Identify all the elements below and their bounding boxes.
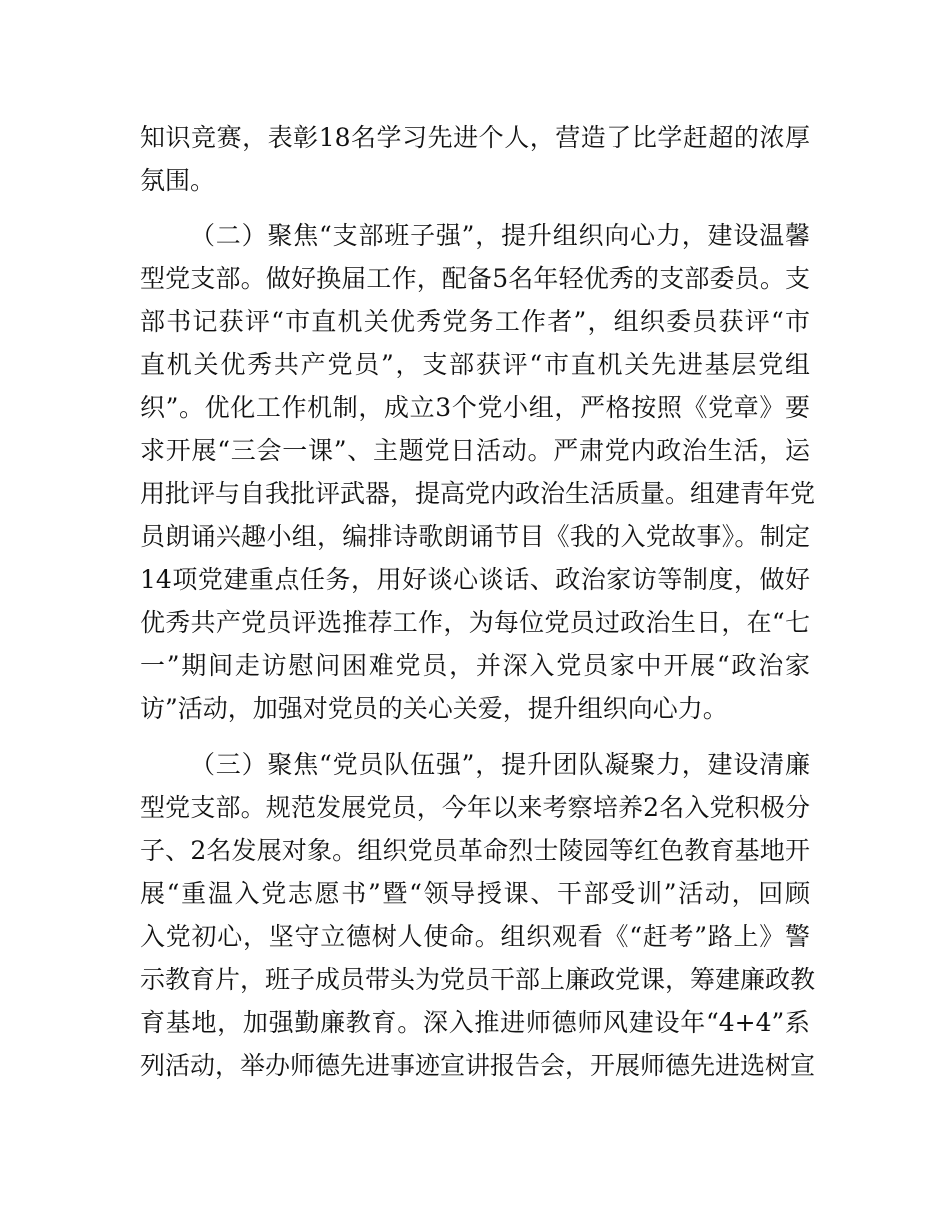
paragraph-line: 育基地，加强勤廉教育。深入推进师德师风建设年“4+4”系 [140,1008,810,1037]
paragraph-line: 一”期间走访慰问困难党员，并深入党员家中开展“政治家 [140,651,810,680]
paragraph-line: 示教育片，班子成员带头为党员干部上廉政党课，筹建廉政教 [140,965,816,994]
paragraph-line: 型党支部。规范发展党员，今年以来考察培养2名入党积极分 [140,793,810,822]
paragraph-line: 求开展“三会一课”、主题党日活动。严肃党内政治生活，运 [140,436,810,465]
paragraph-line: （三）聚焦“党员队伍强”，提升团队凝聚力，建设清廉 [190,750,810,779]
paragraph-line: 部书记获评“市直机关优秀党务工作者”，组织委员获评“市 [140,307,810,336]
paragraph-line: （二）聚焦“支部班子强”，提升组织向心力，建设温馨 [190,221,810,250]
paragraph-line: 用批评与自我批评武器，提高党内政治生活质量。组建青年党 [140,479,816,508]
paragraph-line: 入党初心，坚守立德树人使命。组织观看《“赶考”路上》警 [140,922,810,951]
paragraph-line: 型党支部。做好换届工作，配备5名年轻优秀的支部委员。支 [140,264,810,293]
paragraph-line: 织”。优化工作机制，成立3个党小组，严格按照《党章》要 [140,393,810,422]
paragraph-line: 展“重温入党志愿书”暨“领导授课、干部受训”活动，回顾 [140,879,810,908]
paragraph-line: 14项党建重点任务，用好谈心谈话、政治家访等制度，做好 [140,565,810,594]
paragraph-line: 员朗诵兴趣小组，编排诗歌朗诵节目《我的入党故事》。制定 [140,522,810,551]
paragraph-line: 氛围。 [140,166,216,195]
paragraph-line: 列活动，举办师德先进事迹宣讲报告会，开展师德先进选树宣 [140,1051,816,1080]
paragraph-line: 直机关优秀共产党员”，支部获评“市直机关先进基层党组 [140,350,810,379]
paragraph-line: 优秀共产党员评选推荐工作，为每位党员过政治生日，在“七 [140,608,810,637]
paragraph-line: 子、2名发展对象。组织党员革命烈士陵园等红色教育基地开 [140,836,810,865]
paragraph-line: 访”活动，加强对党员的关心关爱，提升组织向心力。 [140,694,728,723]
paragraph-line: 知识竞赛，表彰18名学习先进个人，营造了比学赶超的浓厚 [140,123,810,152]
